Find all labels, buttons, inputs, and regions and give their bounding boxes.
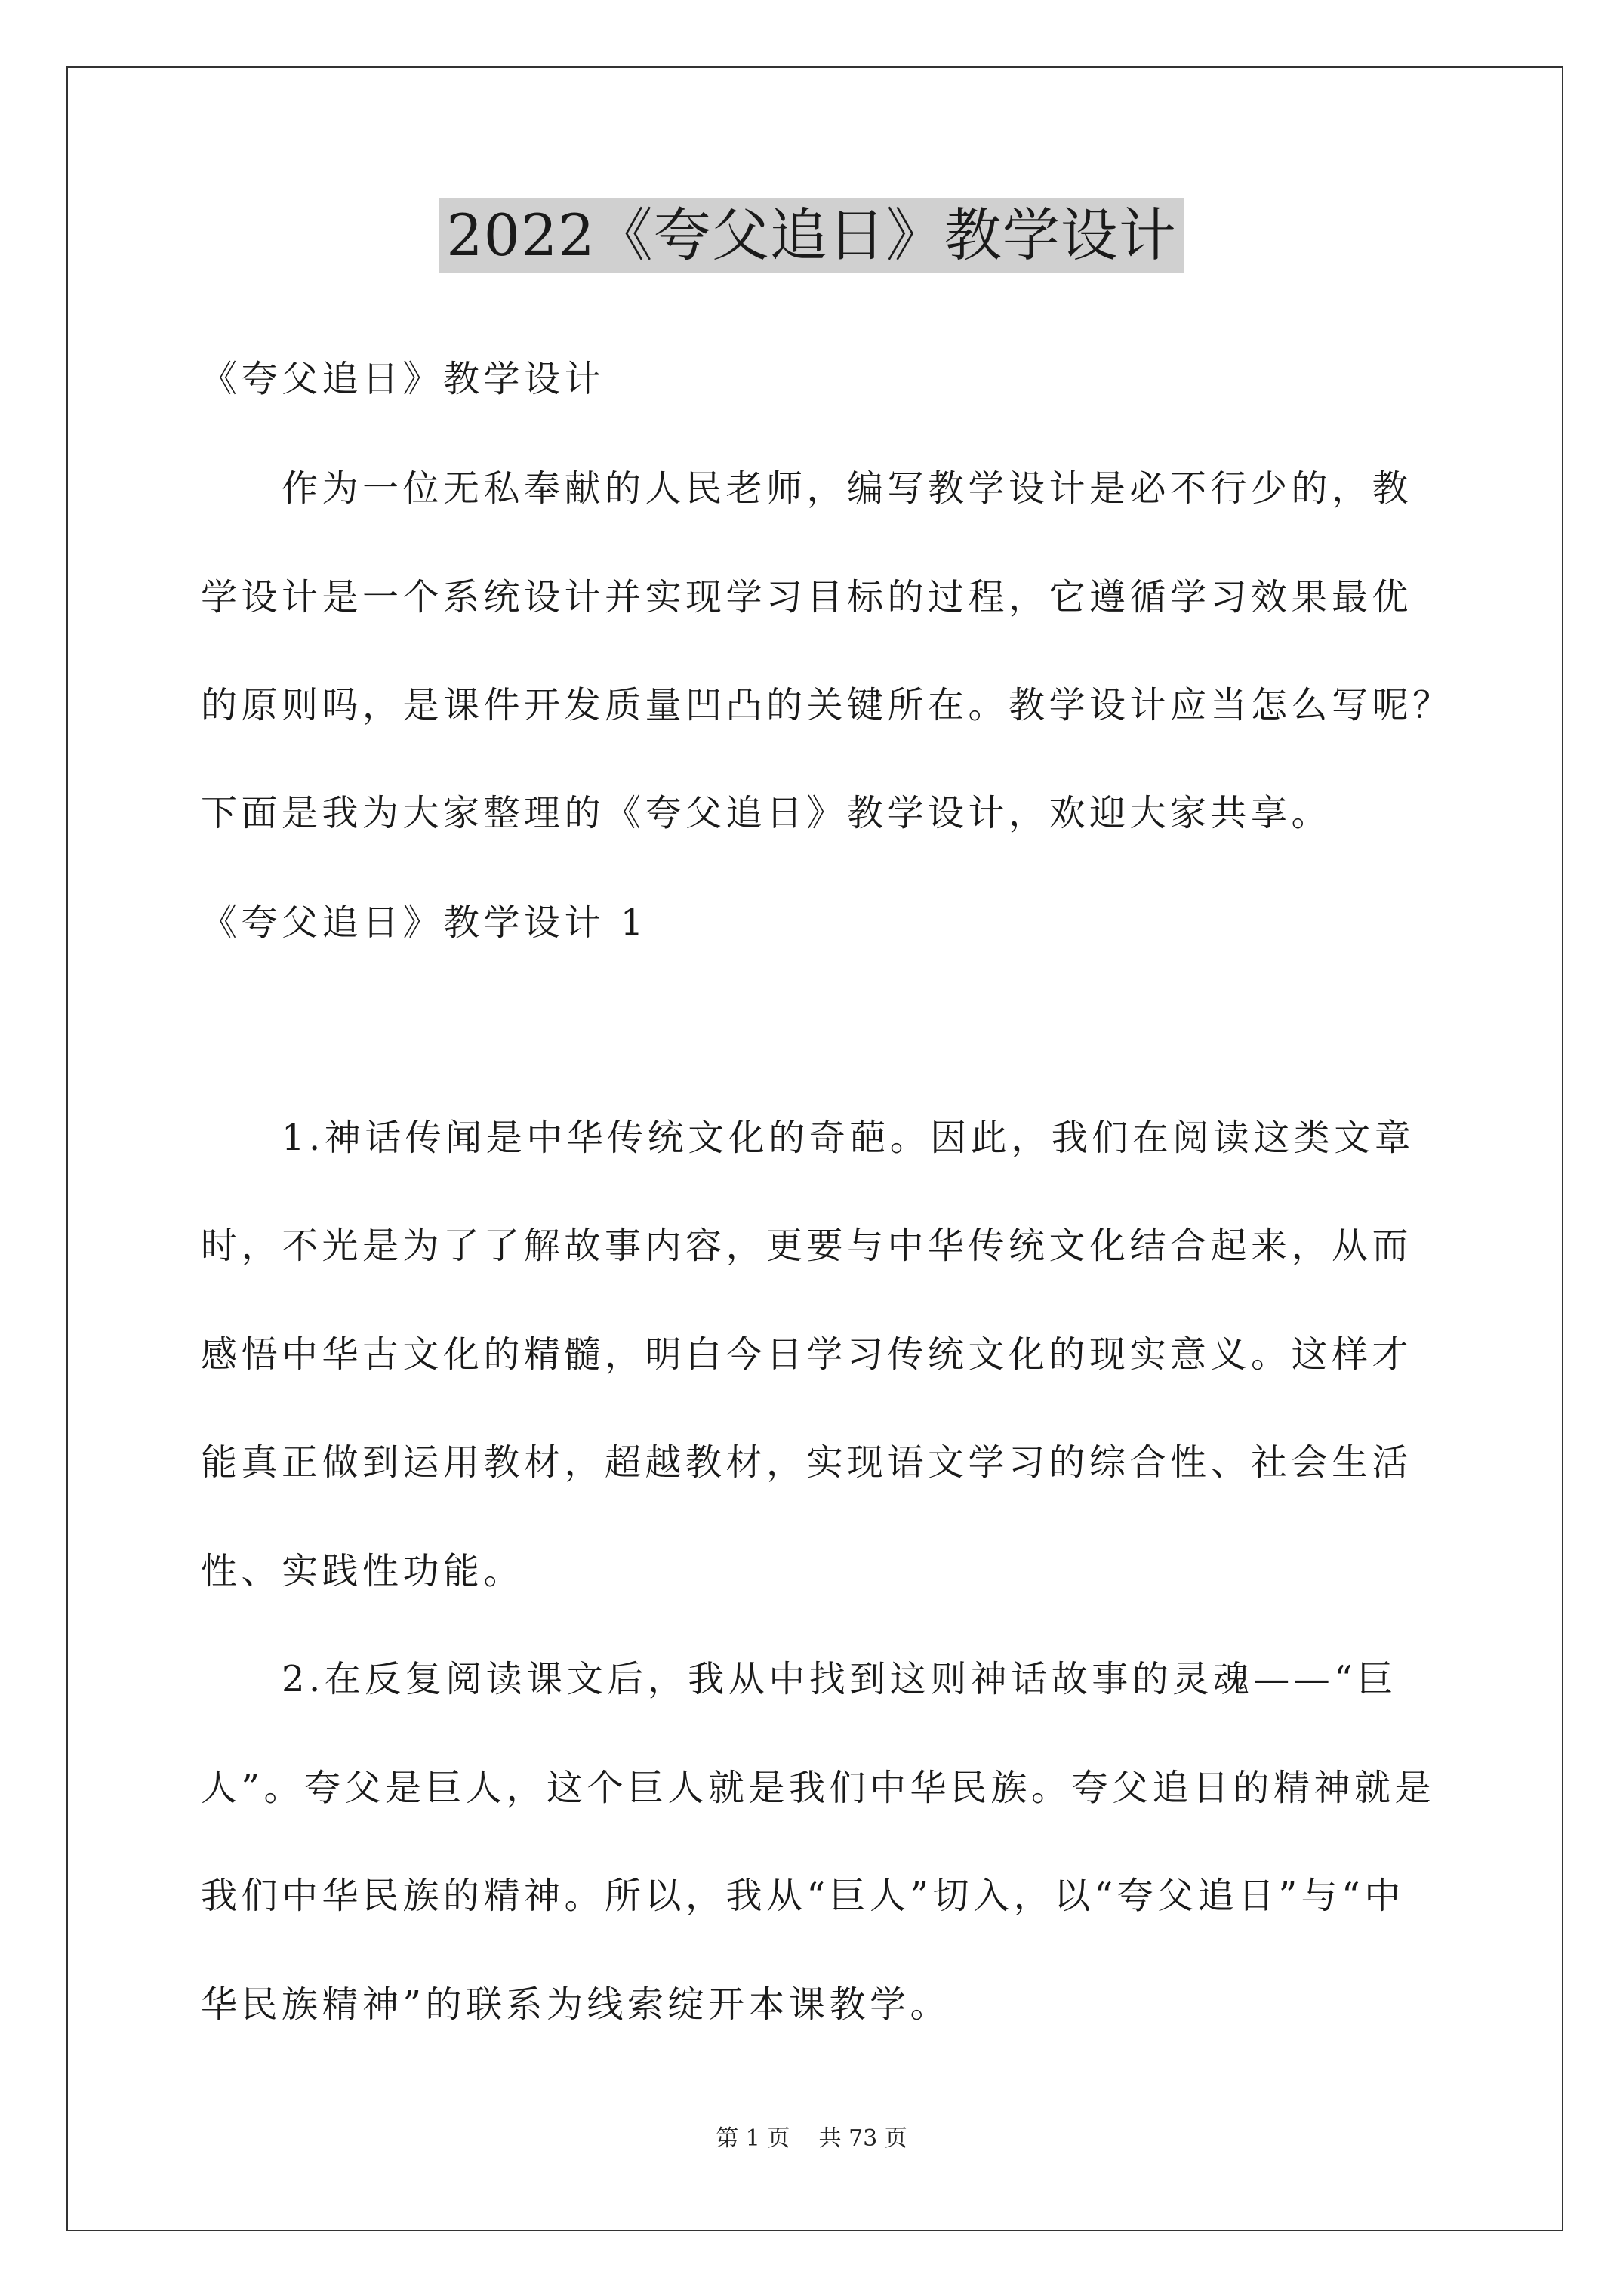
document-title: 2022《夸父追日》教学设计	[439, 198, 1184, 273]
body-line-10: 2.在反复阅读课文后，我从中找到这则神话故事的灵魂——“巨	[201, 1658, 1397, 1700]
body-line-11: 人”。夸父是巨人，这个巨人就是我们中华民族。夸父追日的精神就是	[201, 1767, 1436, 1809]
page-total: 共 73 页	[818, 2125, 907, 2152]
body-line-5: 1.神话传闻是中华传统文化的奇葩。因此，我们在阅读这类文章	[201, 1117, 1415, 1159]
section-heading: 《夸父追日》教学设计 1	[201, 901, 648, 944]
title-container	[0, 198, 1623, 273]
body-line-3: 的原则吗，是课件开发质量凹凸的关键所在。教学设计应当怎么写呢？	[201, 684, 1453, 726]
body-line-12: 我们中华民族的精神。所以，我从“巨人”切入，以“夸父追日”与“中	[201, 1875, 1405, 1917]
body-line-2: 学设计是一个系统设计并实现学习目标的过程，它遵循学习效果最优	[201, 576, 1413, 618]
body-line-13: 华民族精神”的联系为线索绽开本课教学。	[201, 1983, 951, 2026]
page-footer	[0, 2124, 1623, 2154]
body-line-7: 感悟中华古文化的精髓，明白今日学习传统文化的现实意义。这样才	[201, 1333, 1413, 1376]
body-line-8: 能真正做到运用教材，超越教材，实现语文学习的综合性、社会生活	[201, 1441, 1413, 1484]
page-number: 第 1 页	[716, 2125, 790, 2152]
body-line-4: 下面是我为大家整理的《夸父追日》教学设计，欢迎大家共享。	[201, 792, 1332, 834]
body-line-6: 时，不光是为了了解故事内容，更要与中华传统文化结合起来，从而	[201, 1225, 1413, 1267]
subtitle-line: 《夸父追日》教学设计	[201, 358, 605, 400]
body-line-9: 性、实践性功能。	[201, 1550, 525, 1592]
body-line-1: 作为一位无私奉献的人民老师，编写教学设计是必不行少的，教	[201, 467, 1413, 510]
